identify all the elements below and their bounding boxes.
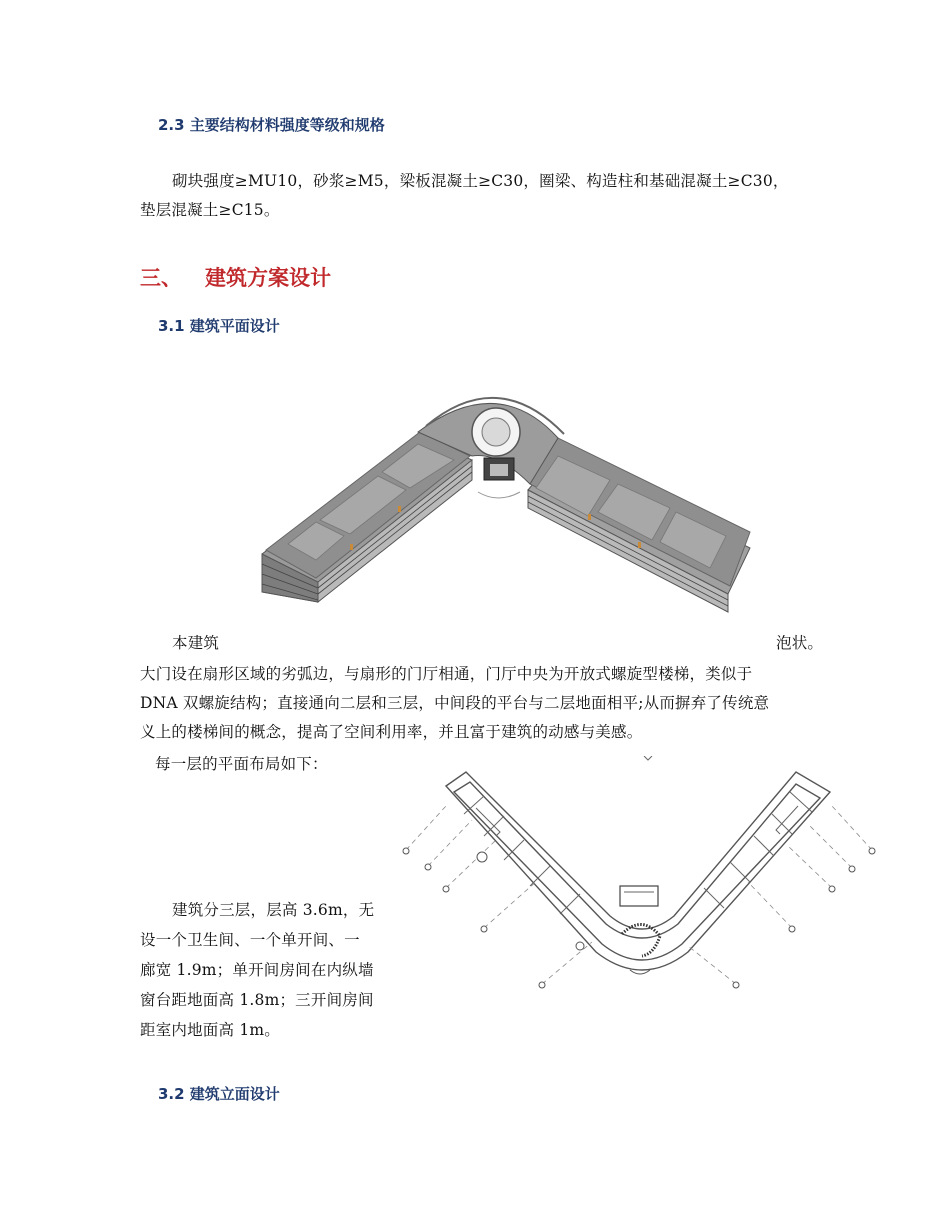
section-3-1-heading: 3.1 建筑平面设计 [158,317,280,335]
para1-line1-start: 本建筑 [172,634,220,652]
section-3-2-heading: 3.2 建筑立面设计 [158,1085,280,1103]
para2-line1: 建筑分三层，层高 3.6m，无 [172,901,375,919]
para1-line3: DNA 双螺旋结构；直接通向二层和三层，中间段的平台与二层地面相平;从而摒弃了传统意 [140,694,770,712]
building-3d-figure [258,372,764,634]
para1-line2: 大门设在扇形区域的劣弧边，与扇形的门厅相通，门厅中央为开放式螺旋型楼梯，类似于 [140,665,753,683]
floor-plan-figure [392,756,892,1011]
para1-line4: 义上的楼梯间的概念，提高了空间利用率，并且富于建筑的动感与美感。 [140,723,643,741]
para2-line5: 距室内地面高 1m。 [140,1021,280,1039]
section-2-3-text-line2: 垫层混凝土≥C15。 [140,201,280,219]
section-2-3-text-line1: 砌块强度≥MU10，砂浆≥M5，梁板混凝土≥C30，圈梁、构造柱和基础混凝土≥C30， [172,172,789,190]
chapter-3-title: 建筑方案设计 [205,266,331,290]
para2-line2: 设一个卫生间、一个单开间、一 [140,931,360,949]
para1-line1-end: 泡状。 [776,634,824,652]
para2-line3: 廊宽 1.9m；单开间房间在内纵墙 [140,961,374,979]
chapter-3-number: 三、 [140,266,182,290]
layout-intro: 每一层的平面布局如下： [155,755,328,773]
para2-line4: 窗台距地面高 1.8m；三开间房间 [140,991,374,1009]
section-2-3-heading: 2.3 主要结构材料强度等级和规格 [158,116,385,134]
